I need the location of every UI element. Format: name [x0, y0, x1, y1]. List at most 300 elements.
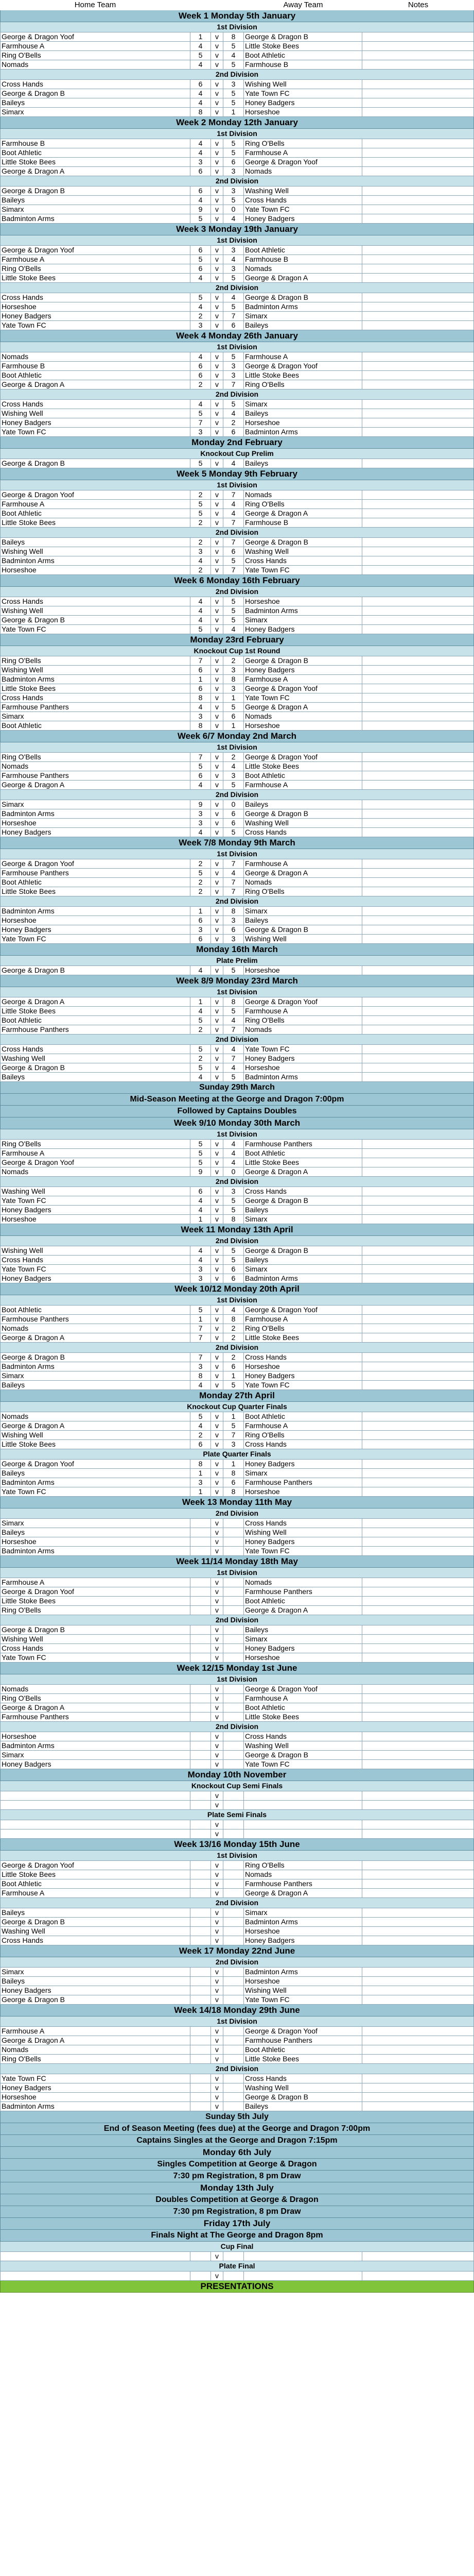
versus-cell: v [211, 1478, 223, 1487]
notes-cell [362, 869, 474, 877]
versus-cell: v [211, 1879, 223, 1888]
fixture-row [0, 196, 474, 205]
notes-cell [362, 753, 474, 761]
away-score-cell: 3 [223, 246, 244, 255]
notes-cell [362, 214, 474, 223]
away-team-cell: Badminton Arms [244, 1968, 362, 1976]
away-score-cell [223, 1908, 244, 1917]
division-heading: Plate Prelim [0, 956, 474, 966]
away-score-cell: 5 [223, 42, 244, 50]
away-score-cell [223, 1870, 244, 1879]
home-score-cell [190, 1606, 211, 1615]
fixture-row [0, 1073, 474, 1082]
versus-cell: v [211, 1870, 223, 1879]
notes-cell [362, 666, 474, 674]
away-team-cell: George & Dragon A [244, 1167, 362, 1176]
away-score-cell [223, 1694, 244, 1703]
home-team-cell: Nomads [0, 762, 190, 771]
away-team-cell: George & Dragon B [244, 293, 362, 302]
week-heading: Monday 2nd February [0, 437, 474, 449]
versus-cell: v [211, 274, 223, 282]
away-score-cell: 3 [223, 1440, 244, 1449]
home-team-cell: Wishing Well [0, 547, 190, 556]
fixture-row [0, 1460, 474, 1469]
home-score-cell [190, 2027, 211, 2036]
fixture-row [0, 1936, 474, 1945]
event-note: Finals Night at The George and Dragon 8pm [0, 2230, 474, 2242]
versus-cell: v [211, 625, 223, 634]
fixture-row [0, 1968, 474, 1977]
fixture-row [0, 362, 474, 371]
versus-cell: v [211, 1791, 223, 1800]
versus-cell: v [211, 1741, 223, 1750]
away-team-cell: Nomads [244, 712, 362, 721]
away-score-cell [223, 2045, 244, 2054]
away-team-cell: Yate Town FC [244, 1995, 362, 2004]
home-team-cell: George & Dragon A [0, 781, 190, 789]
away-score-cell: 4 [223, 1306, 244, 1314]
away-team-cell: Farmhouse Panthers [244, 1587, 362, 1596]
away-score-cell: 8 [223, 675, 244, 684]
away-score-cell: 7 [223, 490, 244, 499]
fixture-row [0, 1256, 474, 1265]
away-team-cell: Farmhouse A [244, 1007, 362, 1015]
versus-cell: v [211, 1140, 223, 1148]
away-team-cell: Baileys [244, 916, 362, 925]
notes-cell [362, 352, 474, 361]
fixture-row [0, 762, 474, 771]
away-score-cell: 4 [223, 1016, 244, 1025]
fixture-row [0, 418, 474, 428]
home-score-cell: 6 [190, 264, 211, 273]
versus-cell: v [211, 556, 223, 565]
home-score-cell [190, 1879, 211, 1888]
fixture-row [0, 1246, 474, 1256]
away-team-cell: Ring O'Bells [244, 380, 362, 389]
home-team-cell: George & Dragon Yoof [0, 1587, 190, 1596]
versus-cell: v [211, 2074, 223, 2083]
week-heading: Week 12/15 Monday 1st June [0, 1663, 474, 1674]
away-team-cell: Cross Hands [244, 196, 362, 205]
notes-cell [362, 98, 474, 107]
away-score-cell: 7 [223, 566, 244, 574]
versus-cell: v [211, 139, 223, 148]
away-score-cell: 5 [223, 1381, 244, 1389]
away-score-cell: 3 [223, 771, 244, 780]
home-team-cell: Badminton Arms [0, 809, 190, 818]
home-score-cell: 4 [190, 42, 211, 50]
away-score-cell [223, 1732, 244, 1741]
home-team-cell: Horseshoe [0, 302, 190, 311]
notes-cell [362, 1791, 474, 1800]
home-team-cell: Cross Hands [0, 597, 190, 606]
home-team-cell [0, 1820, 190, 1829]
division-heading: 2nd Division [0, 528, 474, 538]
week-heading: Week 6 Monday 16th February [0, 575, 474, 587]
away-team-cell: Badminton Arms [244, 428, 362, 436]
versus-cell: v [211, 214, 223, 223]
away-score-cell: 2 [223, 753, 244, 761]
away-team-cell: Horseshoe [244, 1487, 362, 1496]
notes-cell [362, 312, 474, 320]
away-score-cell: 3 [223, 80, 244, 89]
away-team-cell: Boot Athletic [244, 1703, 362, 1712]
home-score-cell: 6 [190, 371, 211, 380]
away-score-cell [223, 2036, 244, 2045]
fixture-row [0, 371, 474, 380]
home-team-cell: George & Dragon A [0, 1333, 190, 1342]
home-score-cell: 5 [190, 214, 211, 223]
versus-cell: v [211, 966, 223, 975]
versus-cell: v [211, 1333, 223, 1342]
division-heading: Cup Final [0, 2242, 474, 2252]
away-score-cell: 8 [223, 32, 244, 41]
home-team-cell: George & Dragon Yoof [0, 246, 190, 255]
away-team-cell: George & Dragon B [244, 1751, 362, 1759]
fixture-row [0, 616, 474, 625]
away-score-cell: 0 [223, 1167, 244, 1176]
home-score-cell: 4 [190, 966, 211, 975]
notes-cell [362, 459, 474, 468]
away-score-cell: 6 [223, 158, 244, 166]
fixture-row [0, 1644, 474, 1653]
fixture-row [0, 214, 474, 224]
home-team-cell: Farmhouse A [0, 255, 190, 264]
fixture-row [0, 148, 474, 158]
away-team-cell: Nomads [244, 1870, 362, 1879]
away-score-cell: 4 [223, 293, 244, 302]
away-team-cell: Horseshoe [244, 418, 362, 427]
fixture-row [0, 1741, 474, 1751]
away-team-cell: Boot Athletic [244, 1412, 362, 1421]
away-score-cell: 5 [223, 1246, 244, 1255]
away-score-cell: 5 [223, 597, 244, 606]
home-score-cell: 6 [190, 771, 211, 780]
notes-cell [362, 1025, 474, 1034]
home-team-cell: Farmhouse Panthers [0, 771, 190, 780]
notes-cell [362, 1889, 474, 1897]
home-team-cell: Yate Town FC [0, 935, 190, 943]
away-score-cell: 4 [223, 625, 244, 634]
fixture-row [0, 1196, 474, 1206]
versus-cell: v [211, 916, 223, 925]
division-heading: 1st Division [0, 1851, 474, 1861]
away-score-cell [223, 1528, 244, 1537]
notes-cell [362, 1149, 474, 1158]
event-note: End of Season Meeting (fees due) at the George and Dragon 7:00pm [0, 2123, 474, 2135]
home-score-cell: 3 [190, 1478, 211, 1487]
away-team-cell: Washing Well [244, 1741, 362, 1750]
home-score-cell: 4 [190, 196, 211, 205]
away-team-cell: Honey Badgers [244, 1371, 362, 1380]
presentations-banner: PRESENTATIONS [0, 2281, 474, 2293]
away-score-cell: 1 [223, 1412, 244, 1421]
away-score-cell: 7 [223, 380, 244, 389]
home-score-cell [190, 1587, 211, 1596]
notes-cell [362, 1519, 474, 1528]
home-score-cell: 2 [190, 1431, 211, 1439]
versus-cell: v [211, 666, 223, 674]
fixture-row [0, 1274, 474, 1283]
notes-cell [362, 1908, 474, 1917]
home-score-cell: 5 [190, 625, 211, 634]
home-score-cell [190, 2036, 211, 2045]
home-score-cell: 3 [190, 547, 211, 556]
away-score-cell: 5 [223, 148, 244, 157]
event-note: Sunday 5th July [0, 2111, 474, 2123]
home-team-cell: George & Dragon A [0, 380, 190, 389]
fixture-row [0, 409, 474, 418]
home-score-cell [190, 1918, 211, 1926]
versus-cell: v [211, 187, 223, 195]
away-score-cell [223, 1713, 244, 1721]
home-score-cell: 7 [190, 1324, 211, 1333]
home-team-cell: George & Dragon B [0, 616, 190, 624]
notes-cell [362, 997, 474, 1006]
versus-cell: v [211, 1597, 223, 1605]
home-score-cell: 4 [190, 60, 211, 69]
division-heading: 1st Division [0, 235, 474, 246]
home-team-cell: Badminton Arms [0, 2102, 190, 2111]
column-header-row [0, 0, 474, 10]
home-score-cell [190, 1791, 211, 1800]
versus-cell: v [211, 321, 223, 330]
home-score-cell: 5 [190, 255, 211, 264]
home-team-cell: Cross Hands [0, 1644, 190, 1653]
versus-cell: v [211, 675, 223, 684]
home-score-cell [190, 1861, 211, 1870]
versus-cell: v [211, 1440, 223, 1449]
notes-cell [362, 302, 474, 311]
away-team-cell: Nomads [244, 1578, 362, 1587]
away-score-cell: 6 [223, 428, 244, 436]
division-heading: 2nd Division [0, 283, 474, 293]
notes-cell [362, 1007, 474, 1015]
week-heading: Monday 16th March [0, 944, 474, 956]
notes-cell [362, 781, 474, 789]
versus-cell: v [211, 1016, 223, 1025]
away-score-cell [223, 1635, 244, 1643]
notes-cell [362, 656, 474, 665]
away-score-cell [223, 1625, 244, 1634]
division-heading: 2nd Division [0, 1722, 474, 1732]
division-heading: 2nd Division [0, 1236, 474, 1246]
fixture-row [0, 1703, 474, 1713]
notes-cell [362, 139, 474, 148]
versus-cell: v [211, 1158, 223, 1167]
notes-cell [362, 1478, 474, 1487]
home-score-cell [190, 1537, 211, 1546]
home-score-cell: 3 [190, 925, 211, 934]
away-score-cell: 2 [223, 1324, 244, 1333]
home-score-cell: 4 [190, 1381, 211, 1389]
away-team-cell: Honey Badgers [244, 1644, 362, 1653]
division-heading: 1st Division [0, 22, 474, 32]
away-team-cell: Horseshoe [244, 108, 362, 116]
away-team-cell: Ring O'Bells [244, 139, 362, 148]
division-heading: 2nd Division [0, 1343, 474, 1353]
away-score-cell: 1 [223, 108, 244, 116]
home-score-cell: 1 [190, 997, 211, 1006]
versus-cell: v [211, 1587, 223, 1596]
notes-cell [362, 1918, 474, 1926]
away-team-cell: Honey Badgers [244, 214, 362, 223]
home-score-cell: 5 [190, 1063, 211, 1072]
fixture-row [0, 1547, 474, 1556]
notes-cell [362, 1703, 474, 1712]
fixture-row [0, 1760, 474, 1769]
fixture-row [0, 1927, 474, 1936]
away-team-cell: Little Stoke Bees [244, 1713, 362, 1721]
away-score-cell [223, 1547, 244, 1555]
fixture-row [0, 1986, 474, 1995]
home-score-cell: 6 [190, 246, 211, 255]
home-score-cell: 4 [190, 828, 211, 837]
notes-cell [362, 1073, 474, 1081]
versus-cell: v [211, 1073, 223, 1081]
fixture-row [0, 2045, 474, 2055]
versus-cell: v [211, 762, 223, 771]
away-score-cell: 8 [223, 1315, 244, 1324]
home-team-cell: Simarx [0, 108, 190, 116]
home-score-cell: 4 [190, 703, 211, 711]
away-score-cell: 5 [223, 139, 244, 148]
versus-cell: v [211, 1829, 223, 1838]
fixture-row [0, 246, 474, 255]
fixture-row [0, 1016, 474, 1025]
versus-cell: v [211, 246, 223, 255]
home-score-cell [190, 2055, 211, 2063]
versus-cell: v [211, 1265, 223, 1274]
notes-cell [362, 712, 474, 721]
fixture-row [0, 98, 474, 108]
fixture-row [0, 167, 474, 176]
home-team-cell: Farmhouse A [0, 1149, 190, 1158]
home-score-cell [190, 2252, 211, 2261]
fixture-row [0, 1801, 474, 1810]
fixture-row [0, 1315, 474, 1324]
away-score-cell [223, 1918, 244, 1926]
week-heading: Monday 13th July [0, 2182, 474, 2194]
versus-cell: v [211, 566, 223, 574]
fixture-row [0, 1870, 474, 1879]
away-score-cell [223, 2272, 244, 2280]
notes-cell [362, 1995, 474, 2004]
away-team-cell: Yate Town FC [244, 205, 362, 214]
versus-cell: v [211, 459, 223, 468]
notes-cell [362, 371, 474, 380]
notes-cell [362, 800, 474, 809]
away-score-cell: 4 [223, 1149, 244, 1158]
notes-cell [362, 566, 474, 574]
home-team-cell: George & Dragon B [0, 1063, 190, 1072]
notes-cell [362, 1362, 474, 1371]
versus-cell: v [211, 2102, 223, 2111]
home-team-cell: George & Dragon Yoof [0, 1158, 190, 1167]
home-score-cell: 6 [190, 666, 211, 674]
notes-cell [362, 2045, 474, 2054]
fixture-row [0, 1578, 474, 1587]
versus-cell: v [211, 2093, 223, 2102]
home-team-cell: George & Dragon B [0, 89, 190, 98]
away-score-cell: 3 [223, 187, 244, 195]
away-team-cell: Washing Well [244, 547, 362, 556]
home-team-cell: Ring O'Bells [0, 2055, 190, 2063]
versus-cell: v [211, 809, 223, 818]
notes-cell [362, 1685, 474, 1693]
fixture-list [0, 10, 474, 2293]
away-team-cell: Honey Badgers [244, 1054, 362, 1063]
fixture-row [0, 1333, 474, 1343]
versus-cell: v [211, 869, 223, 877]
home-score-cell: 2 [190, 518, 211, 527]
notes-cell [362, 1741, 474, 1750]
versus-cell: v [211, 380, 223, 389]
fixture-row [0, 312, 474, 321]
away-team-cell: Baileys [244, 1625, 362, 1634]
division-heading: Plate Final [0, 2261, 474, 2272]
home-score-cell: 4 [190, 139, 211, 148]
home-score-cell [190, 1685, 211, 1693]
fixture-row [0, 380, 474, 389]
division-heading: Knockout Cup Quarter Finals [0, 1402, 474, 1412]
notes-cell [362, 2055, 474, 2063]
away-score-cell [223, 2093, 244, 2102]
versus-cell: v [211, 32, 223, 41]
away-team-cell: George & Dragon Yoof [244, 158, 362, 166]
versus-cell: v [211, 428, 223, 436]
fixture-row [0, 800, 474, 809]
away-score-cell: 8 [223, 1469, 244, 1478]
versus-cell: v [211, 400, 223, 409]
versus-cell: v [211, 1918, 223, 1926]
fixture-row [0, 1007, 474, 1016]
away-score-cell: 6 [223, 819, 244, 827]
away-team-cell [244, 1829, 362, 1838]
away-score-cell: 6 [223, 809, 244, 818]
home-score-cell: 5 [190, 500, 211, 509]
versus-cell: v [211, 606, 223, 615]
home-score-cell: 2 [190, 312, 211, 320]
home-team-cell: Nomads [0, 1167, 190, 1176]
away-team-cell: Washing Well [244, 187, 362, 195]
fixture-row [0, 693, 474, 703]
fixture-row [0, 606, 474, 616]
away-team-cell: Little Stoke Bees [244, 2055, 362, 2063]
away-team-cell: Baileys [244, 1256, 362, 1264]
versus-cell: v [211, 302, 223, 311]
notes-cell [362, 1054, 474, 1063]
notes-cell [362, 809, 474, 818]
fixture-row [0, 1487, 474, 1497]
versus-cell: v [211, 255, 223, 264]
away-team-cell: George & Dragon Yoof [244, 684, 362, 693]
away-team-cell: Little Stoke Bees [244, 1333, 362, 1342]
versus-cell: v [211, 907, 223, 916]
division-heading: 1st Division [0, 1295, 474, 1306]
away-score-cell: 8 [223, 1487, 244, 1496]
fixture-row [0, 2055, 474, 2064]
versus-cell: v [211, 1007, 223, 1015]
away-team-cell: Farmhouse A [244, 148, 362, 157]
fixture-row [0, 1421, 474, 1431]
away-team-cell: Baileys [244, 800, 362, 809]
away-score-cell: 7 [223, 1025, 244, 1034]
fixture-row [0, 1478, 474, 1487]
away-team-cell: Horseshoe [244, 1977, 362, 1986]
fixture-row [0, 721, 474, 731]
fixture-row [0, 666, 474, 675]
